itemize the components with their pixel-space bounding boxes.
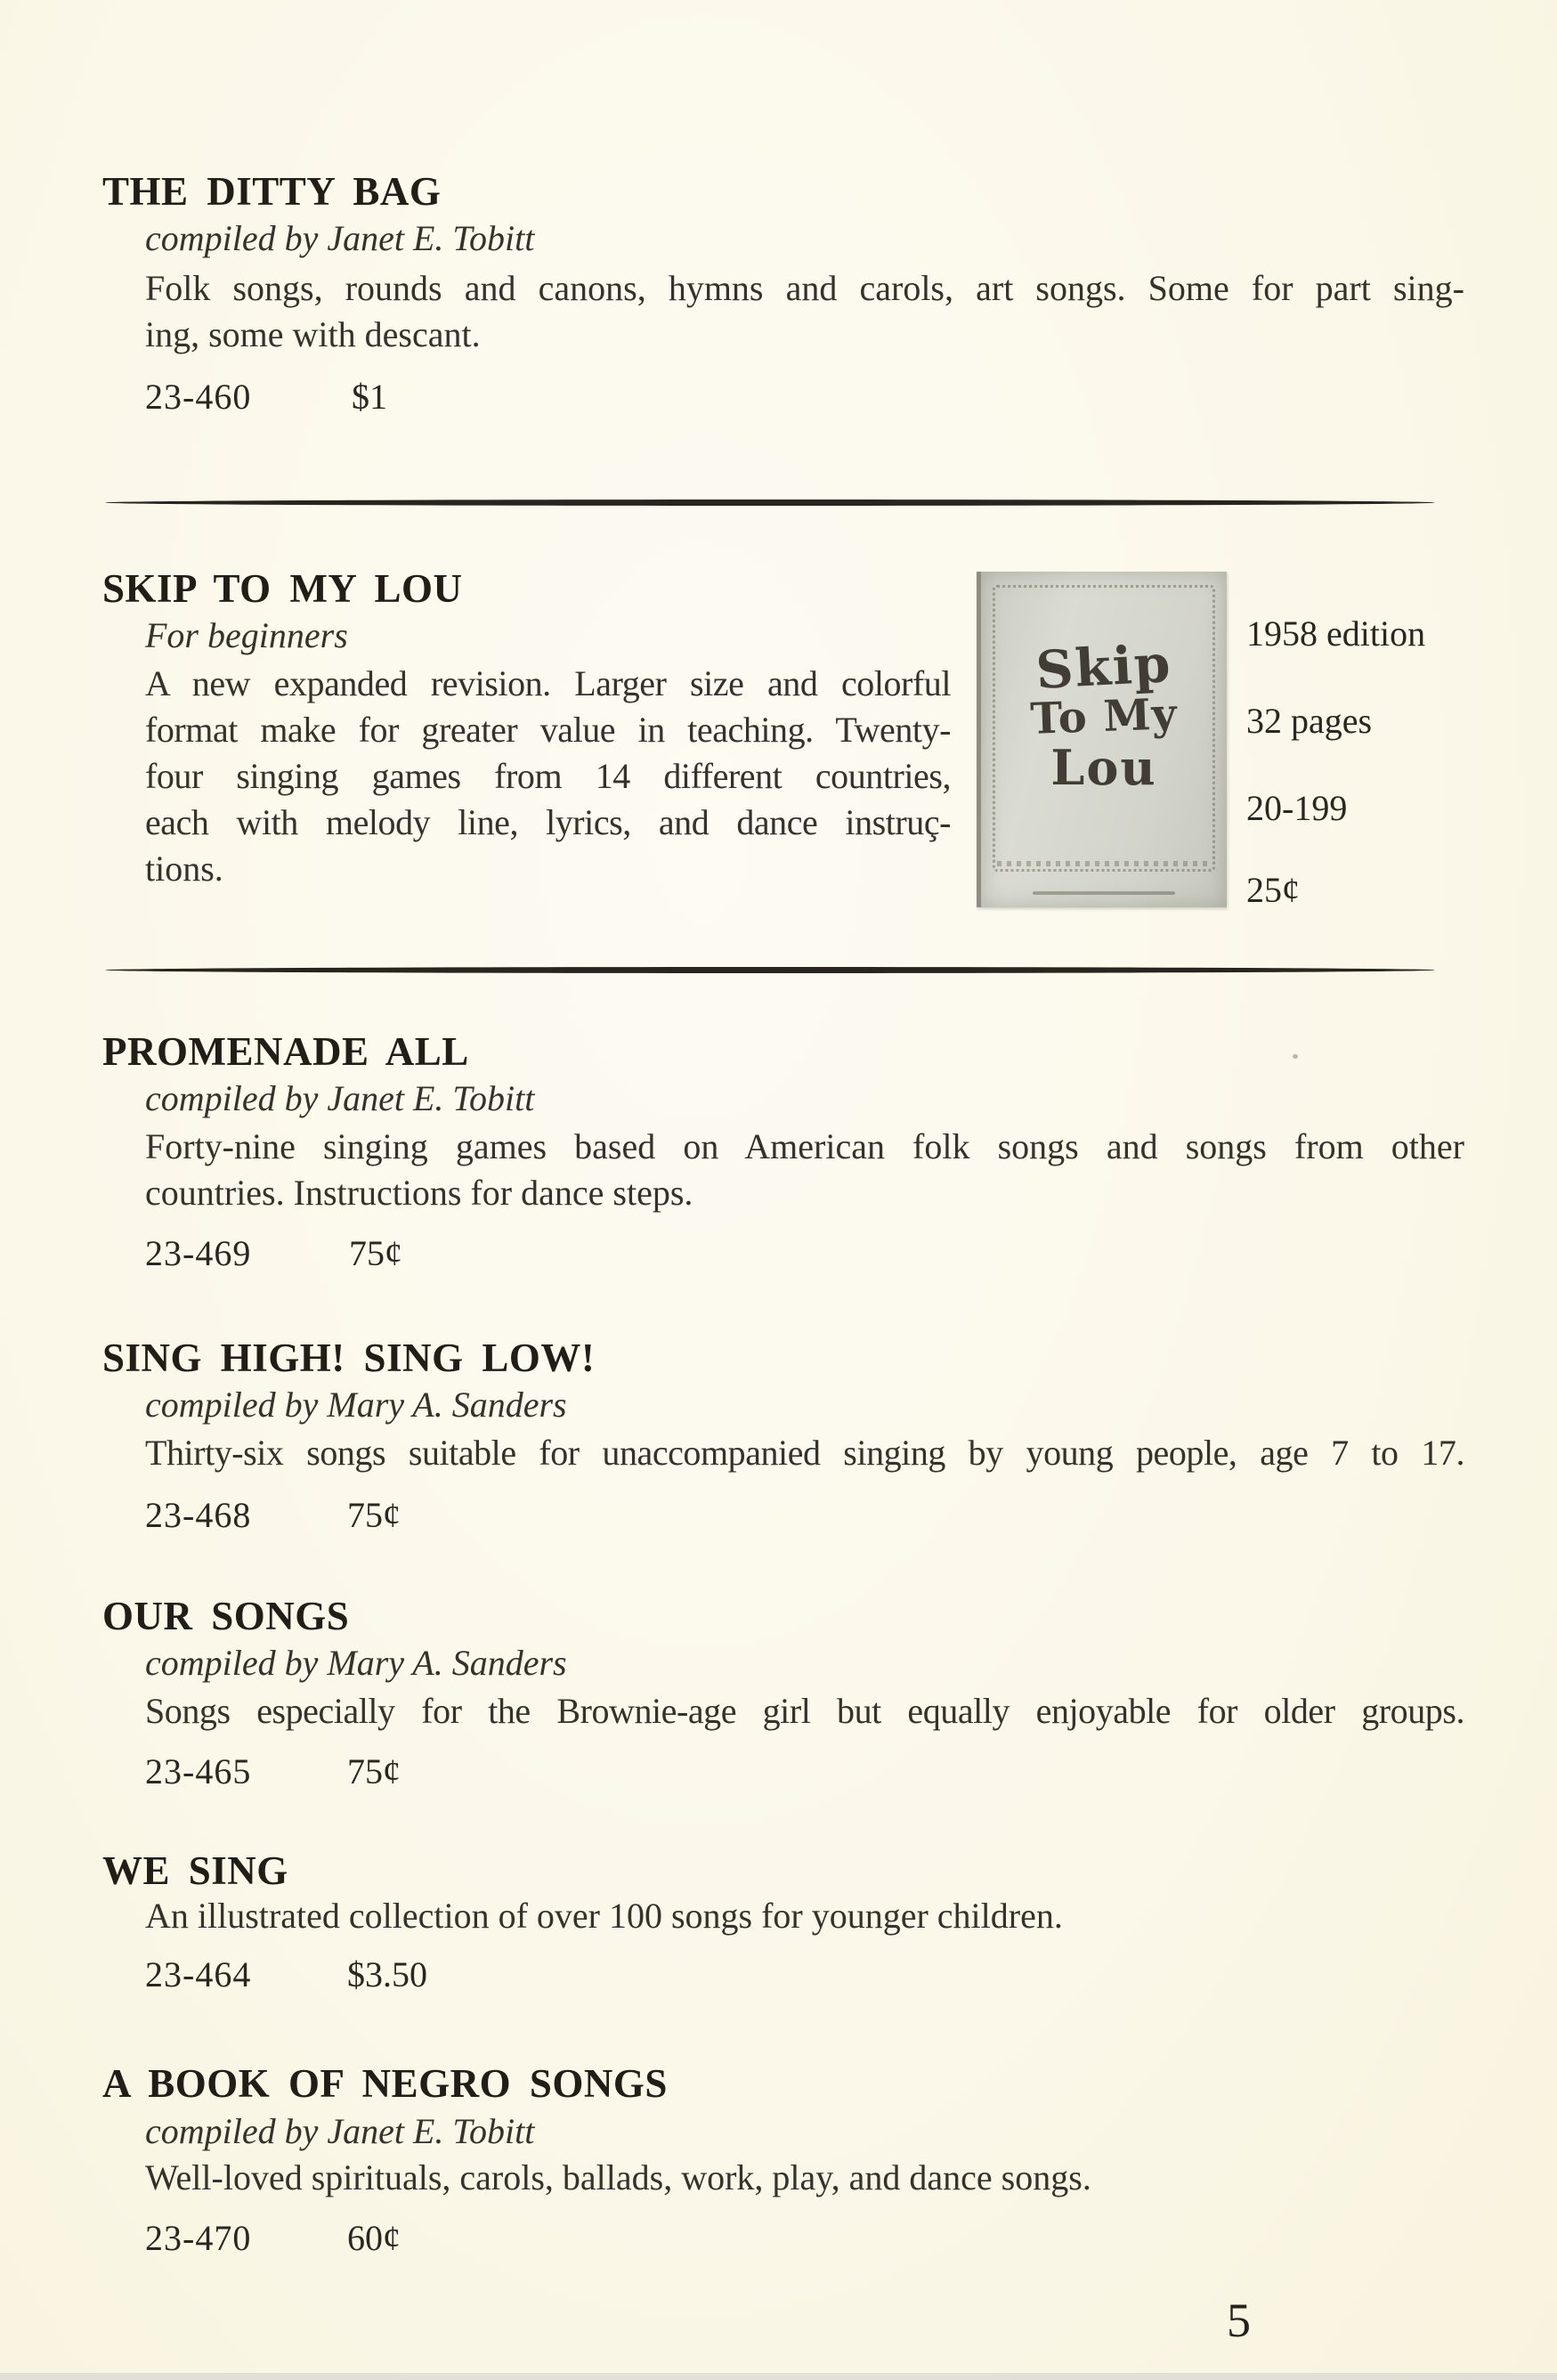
price: $3.50 (347, 1954, 427, 1994)
entry-body-line: tions. (145, 849, 223, 889)
book-cover-lettering (981, 633, 1227, 797)
price: 25¢ (1246, 870, 1300, 910)
price: $1 (352, 377, 387, 417)
entry-title: SING HIGH! SING LOW! (102, 1336, 596, 1380)
entry-body-line: Folk songs, rounds and canons, hymns and carols, art songs. Some for part sing- (145, 268, 1464, 308)
entry-byline: For beginners (145, 615, 348, 655)
pages-fact: 32 pages (1246, 701, 1373, 741)
entry-title: A BOOK OF NEGRO SONGS (102, 2061, 668, 2106)
entry-title: SKIP TO MY LOU (102, 566, 463, 611)
book-cover-border-ornament (997, 861, 1211, 866)
entry-body-line: An illustrated collection of over 100 songs for younger children. (145, 1896, 1063, 1936)
scan-edge-shadow (0, 2373, 1557, 2380)
entry-byline: compiled by Mary A. Sanders (145, 1643, 567, 1683)
entry-body-line: each with melody line, lyrics, and dance instruç- (145, 802, 951, 842)
entry-body-line: Forty-nine singing games based on American folk songs and songs from other (145, 1126, 1464, 1166)
entry-title: PROMENADE ALL (102, 1029, 469, 1074)
catalog-code: 23-464 (145, 1954, 252, 1994)
entry-body-line: ing, some with descant. (145, 314, 481, 354)
book-cover-caption-smudge (1033, 891, 1175, 895)
book-cover-image (977, 572, 1227, 907)
entry-byline: compiled by Janet E. Tobitt (145, 218, 535, 258)
entry-byline: compiled by Janet E. Tobitt (145, 1078, 535, 1118)
section-divider (105, 967, 1435, 973)
entry-body-line: Thirty-six songs suitable for unaccompanied singing by young people, age 7 to 17. (145, 1433, 1464, 1473)
catalog-code: 23-460 (145, 377, 252, 417)
price: 60¢ (347, 2218, 401, 2258)
page-number: 5 (1227, 2294, 1251, 2347)
entry-title: THE DITTY BAG (102, 169, 442, 214)
catalog-code: 23-469 (145, 1233, 252, 1273)
book-cover-title-line: Skip (1034, 633, 1174, 701)
entry-byline: compiled by Janet E. Tobitt (145, 2111, 535, 2151)
entry-body-line: A new expanded revision. Larger size and colorful (145, 663, 951, 703)
entry-body-line: Songs especially for the Brownie-age girl but equally enjoyable for older groups. (145, 1691, 1464, 1731)
catalog-code: 23-468 (145, 1495, 252, 1535)
entry-byline: compiled by Mary A. Sanders (145, 1385, 567, 1425)
price: 75¢ (347, 1751, 401, 1791)
paper-speck (1293, 1054, 1298, 1059)
entry-body-line: Well-loved spirituals, carols, ballads, work, play, and dance songs. (145, 2157, 1091, 2197)
book-cover-title-line: Lou (1050, 739, 1157, 797)
edition-fact: 1958 edition (1246, 613, 1426, 654)
price: 75¢ (347, 1495, 401, 1535)
price: 75¢ (349, 1233, 402, 1273)
entry-body-line: four singing games from 14 different countries, (145, 756, 951, 796)
entry-body-line: countries. Instructions for dance steps. (145, 1173, 693, 1213)
entry-title: WE SING (102, 1848, 288, 1893)
book-cover-title-line: To My (1029, 689, 1179, 744)
catalog-code: 23-470 (145, 2218, 252, 2258)
catalog-code: 20-199 (1246, 788, 1348, 828)
entry-title: OUR SONGS (102, 1594, 350, 1638)
entry-body-line: format make for greater value in teaching. Twenty- (145, 710, 951, 750)
section-divider (105, 500, 1435, 506)
catalog-code: 23-465 (145, 1751, 252, 1791)
